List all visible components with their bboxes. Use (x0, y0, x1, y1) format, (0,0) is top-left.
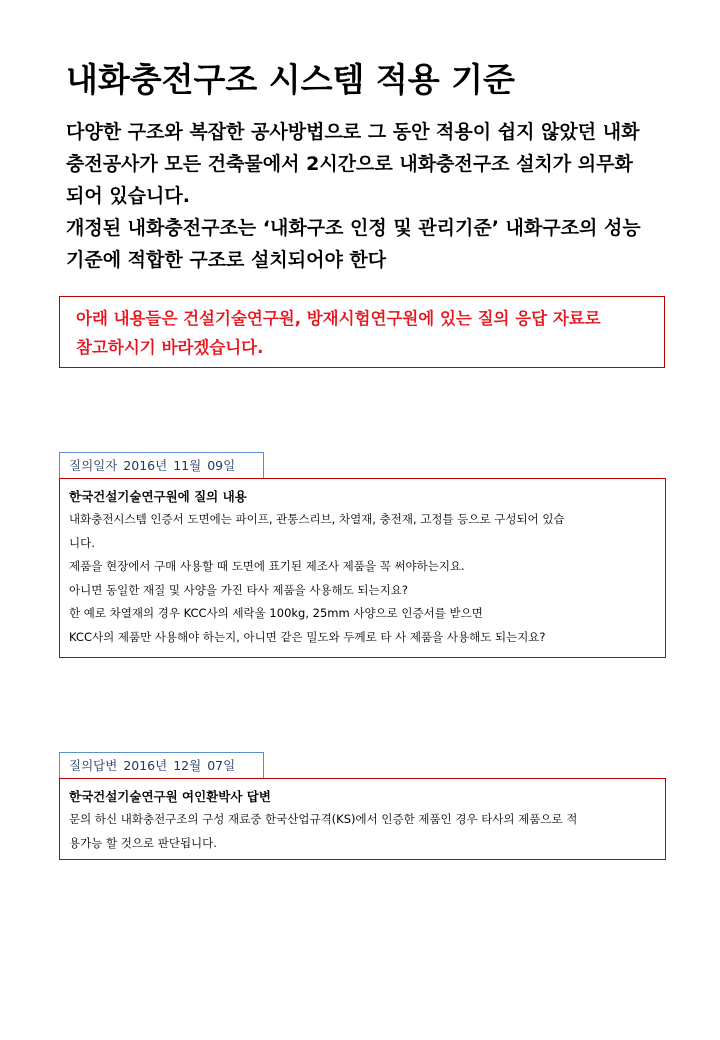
notice-line: 참고하시기 바라겠습니다. (76, 338, 264, 357)
intro-line: 되어 있습니다. (66, 185, 190, 207)
question-date-tab (59, 452, 264, 478)
question-line: 아니면 동일한 재질 및 사양을 가진 타사 제품을 사용해도 되는지요? (69, 582, 408, 597)
question-date-year: 2016년 (123, 458, 168, 473)
intro-line: 개정된 내화충전구조는 ‘내화구조 인정 및 관리기준’ 내화구조의 성능 (66, 217, 641, 239)
question-heading: 한국건설기술연구원에 질의 내용 (69, 489, 247, 504)
question-line: 니다. (69, 535, 95, 550)
notice-box (59, 296, 665, 368)
intro-line: 기준에 적합한 구조로 설치되어야 한다 (66, 249, 387, 271)
answer-date-month: 12월 (173, 758, 202, 773)
question-line: 내화충전시스템 인증서 도면에는 파이프, 관통스리브, 차열재, 충전재, 고정틀 등으로 구성되어 있습 (69, 512, 565, 526)
intro-line: 충전공사가 모든 건축물에서 2시간으로 내화충전구조 설치가 의무화 (66, 153, 633, 175)
answer-date-day: 07일 (207, 758, 236, 773)
answer-date-tab (59, 752, 264, 778)
answer-heading: 한국건설기술연구원 여인환박사 답변 (69, 789, 271, 804)
question-date-label: 질의일자 (69, 458, 118, 473)
question-line: KCC사의 제품만 사용해야 하는지, 아니면 같은 밀도와 두께로 타 사 제품을 사용해도 되는지요? (69, 629, 546, 644)
page-title: 내화충전구조 시스템 적용 기준 (66, 60, 515, 99)
answer-box (59, 778, 666, 860)
question-line: 제품을 현장에서 구매 사용할 때 도면에 표기된 제조사 제품을 꼭 써야하는지요. (69, 559, 465, 573)
answer-line: 문의 하신 내화충전구조의 구성 재료중 한국산업규격(KS)에서 인증한 제품인 경우 타사의 제품으로 적 (69, 812, 578, 826)
answer-date-year: 2016년 (123, 758, 168, 773)
intro-line: 다양한 구조와 복잡한 공사방법으로 그 동안 적용이 쉽지 않았던 내화 (66, 121, 640, 143)
answer-date-label: 질의답변 (69, 758, 118, 773)
question-line: 한 예로 차열재의 경우 KCC사의 세락울 100kg, 25mm 사양으로 인증서를 받으면 (69, 606, 483, 620)
question-box (59, 478, 666, 658)
answer-line: 용가능 할 것으로 판단됩니다. (69, 835, 217, 850)
question-date-day: 09일 (207, 458, 236, 473)
notice-line: 아래 내용들은 건설기술연구원, 방재시험연구원에 있는 질의 응답 자료로 (76, 309, 601, 328)
intro-paragraph (66, 116, 676, 276)
question-date-month: 11월 (173, 458, 202, 473)
